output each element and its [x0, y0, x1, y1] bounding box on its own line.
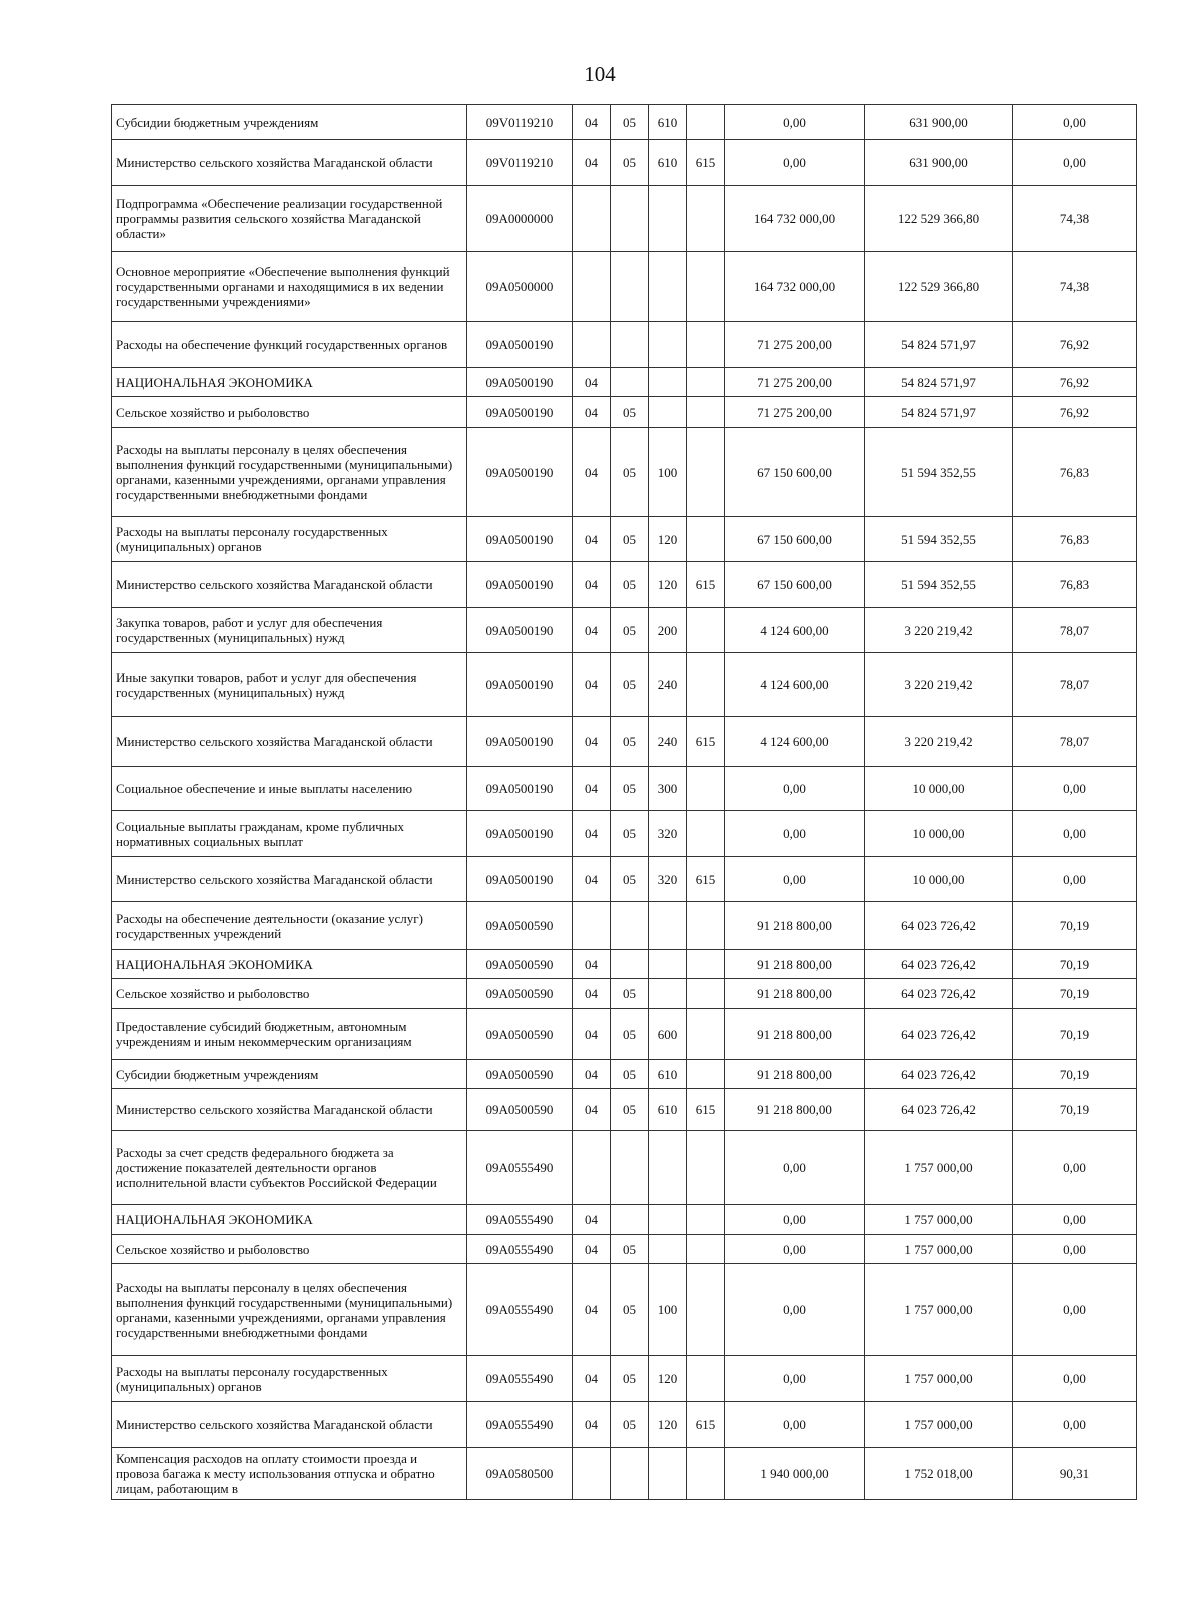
row-code: 09А0500190: [467, 397, 573, 428]
row-execution-percent: 0,00: [1013, 1131, 1137, 1205]
row-execution-percent: 70,19: [1013, 950, 1137, 979]
row-section: [573, 322, 611, 368]
row-section: [573, 186, 611, 252]
row-planned-amount: 164 732 000,00: [725, 186, 865, 252]
row-section: 04: [573, 397, 611, 428]
row-executed-amount: 64 023 726,42: [865, 979, 1013, 1009]
table-row: [112, 1205, 1137, 1235]
row-name: Компенсация расходов на оплату стоимости проезда и провоза багажа к месту использования отпуска и обратно лицам, работающим в: [112, 1448, 467, 1500]
row-executed-amount: 54 824 571,97: [865, 397, 1013, 428]
row-planned-amount: 71 275 200,00: [725, 368, 865, 397]
row-executed-amount: 3 220 219,42: [865, 608, 1013, 653]
row-admin-code: [687, 397, 725, 428]
row-planned-amount: 91 218 800,00: [725, 1009, 865, 1060]
row-subsection: [611, 1448, 649, 1500]
row-admin-code: [687, 368, 725, 397]
row-executed-amount: 122 529 366,80: [865, 252, 1013, 322]
table-row: [112, 322, 1137, 368]
row-expense-type: [649, 368, 687, 397]
row-planned-amount: 0,00: [725, 1205, 865, 1235]
row-executed-amount: 64 023 726,42: [865, 950, 1013, 979]
row-code: 09А0555490: [467, 1356, 573, 1402]
row-admin-code: [687, 428, 725, 517]
row-section: 04: [573, 608, 611, 653]
row-planned-amount: 67 150 600,00: [725, 562, 865, 608]
row-admin-code: [687, 1448, 725, 1500]
row-executed-amount: 54 824 571,97: [865, 322, 1013, 368]
row-name: Сельское хозяйство и рыболовство: [112, 397, 467, 428]
row-name: Министерство сельского хозяйства Магаданской области: [112, 1089, 467, 1131]
row-admin-code: 615: [687, 140, 725, 186]
row-expense-type: [649, 979, 687, 1009]
table-row: [112, 608, 1137, 653]
row-section: 04: [573, 1402, 611, 1448]
row-expense-type: 100: [649, 428, 687, 517]
row-expense-type: [649, 1448, 687, 1500]
row-executed-amount: 3 220 219,42: [865, 717, 1013, 767]
row-planned-amount: 0,00: [725, 1402, 865, 1448]
row-code: 09А0500590: [467, 1009, 573, 1060]
table-row: [112, 1009, 1137, 1060]
row-expense-type: 100: [649, 1264, 687, 1356]
row-admin-code: [687, 1264, 725, 1356]
row-execution-percent: 0,00: [1013, 857, 1137, 902]
row-section: 04: [573, 428, 611, 517]
budget-table: [111, 104, 1137, 1500]
row-code: 09А0555490: [467, 1264, 573, 1356]
row-section: 04: [573, 1356, 611, 1402]
table-row: [112, 428, 1137, 517]
row-subsection: 05: [611, 140, 649, 186]
row-section: 04: [573, 1264, 611, 1356]
table-row: [112, 1264, 1137, 1356]
row-planned-amount: 0,00: [725, 811, 865, 857]
row-expense-type: [649, 1131, 687, 1205]
row-name: Субсидии бюджетным учреждениям: [112, 105, 467, 140]
row-execution-percent: 76,92: [1013, 368, 1137, 397]
row-subsection: 05: [611, 1356, 649, 1402]
row-code: 09А0500190: [467, 562, 573, 608]
row-planned-amount: 1 940 000,00: [725, 1448, 865, 1500]
row-admin-code: 615: [687, 857, 725, 902]
row-executed-amount: 631 900,00: [865, 105, 1013, 140]
table-row: [112, 252, 1137, 322]
row-subsection: [611, 1205, 649, 1235]
row-section: 04: [573, 1009, 611, 1060]
row-name: Расходы на выплаты персоналу в целях обеспечения выполнения функций государственными (муниципальными) органами, казенными учреждениями, органами управления государственными внебюджетными фондами: [112, 1264, 467, 1356]
row-execution-percent: 0,00: [1013, 140, 1137, 186]
row-expense-type: 610: [649, 140, 687, 186]
table-row: [112, 1089, 1137, 1131]
table-row: [112, 186, 1137, 252]
row-execution-percent: 0,00: [1013, 811, 1137, 857]
row-code: 09А0500590: [467, 1089, 573, 1131]
row-subsection: 05: [611, 811, 649, 857]
row-subsection: 05: [611, 517, 649, 562]
row-executed-amount: 1 752 018,00: [865, 1448, 1013, 1500]
row-admin-code: [687, 322, 725, 368]
row-admin-code: [687, 811, 725, 857]
row-expense-type: [649, 252, 687, 322]
table-row: [112, 105, 1137, 140]
row-execution-percent: 70,19: [1013, 1009, 1137, 1060]
row-admin-code: [687, 902, 725, 950]
row-execution-percent: 70,19: [1013, 979, 1137, 1009]
row-name: Предоставление субсидий бюджетным, автономным учреждениям и иным некоммерческим организациям: [112, 1009, 467, 1060]
row-executed-amount: 122 529 366,80: [865, 186, 1013, 252]
row-subsection: 05: [611, 562, 649, 608]
row-subsection: 05: [611, 1235, 649, 1264]
row-planned-amount: 71 275 200,00: [725, 397, 865, 428]
row-subsection: 05: [611, 1089, 649, 1131]
row-name: НАЦИОНАЛЬНАЯ ЭКОНОМИКА: [112, 368, 467, 397]
row-admin-code: [687, 517, 725, 562]
row-expense-type: [649, 1235, 687, 1264]
table-row: [112, 368, 1137, 397]
row-section: 04: [573, 767, 611, 811]
row-executed-amount: 1 757 000,00: [865, 1356, 1013, 1402]
row-subsection: 05: [611, 767, 649, 811]
row-execution-percent: 74,38: [1013, 252, 1137, 322]
row-admin-code: 615: [687, 717, 725, 767]
row-expense-type: [649, 902, 687, 950]
row-admin-code: [687, 979, 725, 1009]
row-subsection: [611, 950, 649, 979]
row-executed-amount: 51 594 352,55: [865, 517, 1013, 562]
row-code: 09А0000000: [467, 186, 573, 252]
row-code: 09А0500590: [467, 1060, 573, 1089]
table-body: [112, 105, 1137, 1500]
row-execution-percent: 76,83: [1013, 428, 1137, 517]
row-name: Министерство сельского хозяйства Магаданской области: [112, 857, 467, 902]
row-expense-type: [649, 397, 687, 428]
row-planned-amount: 0,00: [725, 857, 865, 902]
row-planned-amount: 4 124 600,00: [725, 608, 865, 653]
row-expense-type: [649, 186, 687, 252]
row-name: Иные закупки товаров, работ и услуг для обеспечения государственных (муниципальных) нужд: [112, 653, 467, 717]
row-section: 04: [573, 653, 611, 717]
table-row: [112, 811, 1137, 857]
row-planned-amount: 91 218 800,00: [725, 979, 865, 1009]
row-execution-percent: 0,00: [1013, 105, 1137, 140]
row-planned-amount: 0,00: [725, 1264, 865, 1356]
row-executed-amount: 1 757 000,00: [865, 1264, 1013, 1356]
row-admin-code: 615: [687, 562, 725, 608]
row-code: 09А0500590: [467, 979, 573, 1009]
row-execution-percent: 70,19: [1013, 902, 1137, 950]
row-expense-type: [649, 322, 687, 368]
table-row: [112, 562, 1137, 608]
row-admin-code: 615: [687, 1089, 725, 1131]
table-row: [112, 1448, 1137, 1500]
row-expense-type: 300: [649, 767, 687, 811]
table-row: [112, 1235, 1137, 1264]
row-subsection: [611, 1131, 649, 1205]
table-row: [112, 902, 1137, 950]
row-planned-amount: 0,00: [725, 105, 865, 140]
table-row: [112, 767, 1137, 811]
row-executed-amount: 64 023 726,42: [865, 902, 1013, 950]
row-admin-code: 615: [687, 1402, 725, 1448]
table-row: [112, 979, 1137, 1009]
row-expense-type: [649, 950, 687, 979]
row-subsection: [611, 252, 649, 322]
row-planned-amount: 67 150 600,00: [725, 517, 865, 562]
row-planned-amount: 0,00: [725, 1356, 865, 1402]
row-admin-code: [687, 186, 725, 252]
row-code: 09А0500190: [467, 767, 573, 811]
row-execution-percent: 78,07: [1013, 717, 1137, 767]
row-section: 04: [573, 811, 611, 857]
row-subsection: 05: [611, 1060, 649, 1089]
row-subsection: 05: [611, 1264, 649, 1356]
row-section: 04: [573, 1060, 611, 1089]
row-name: Сельское хозяйство и рыболовство: [112, 979, 467, 1009]
row-executed-amount: 3 220 219,42: [865, 653, 1013, 717]
row-subsection: 05: [611, 397, 649, 428]
row-execution-percent: 76,92: [1013, 397, 1137, 428]
row-executed-amount: 64 023 726,42: [865, 1009, 1013, 1060]
table-row: [112, 140, 1137, 186]
row-planned-amount: 0,00: [725, 767, 865, 811]
row-executed-amount: 631 900,00: [865, 140, 1013, 186]
row-execution-percent: 74,38: [1013, 186, 1137, 252]
row-subsection: [611, 186, 649, 252]
row-section: 04: [573, 140, 611, 186]
row-admin-code: [687, 767, 725, 811]
row-planned-amount: 91 218 800,00: [725, 1089, 865, 1131]
row-name: Министерство сельского хозяйства Магаданской области: [112, 1402, 467, 1448]
row-code: 09А0500590: [467, 902, 573, 950]
table-row: [112, 717, 1137, 767]
row-execution-percent: 0,00: [1013, 767, 1137, 811]
row-code: 09А0580500: [467, 1448, 573, 1500]
row-subsection: 05: [611, 857, 649, 902]
row-subsection: [611, 322, 649, 368]
row-planned-amount: 71 275 200,00: [725, 322, 865, 368]
row-admin-code: [687, 1131, 725, 1205]
row-subsection: 05: [611, 105, 649, 140]
row-subsection: [611, 368, 649, 397]
row-section: [573, 902, 611, 950]
row-executed-amount: 10 000,00: [865, 811, 1013, 857]
table-row: [112, 1060, 1137, 1089]
row-code: 09А0555490: [467, 1235, 573, 1264]
row-planned-amount: 0,00: [725, 1131, 865, 1205]
row-section: 04: [573, 950, 611, 979]
row-executed-amount: 51 594 352,55: [865, 562, 1013, 608]
row-section: 04: [573, 1205, 611, 1235]
row-name: НАЦИОНАЛЬНАЯ ЭКОНОМИКА: [112, 950, 467, 979]
table-row: [112, 950, 1137, 979]
row-execution-percent: 70,19: [1013, 1089, 1137, 1131]
row-expense-type: 120: [649, 562, 687, 608]
row-admin-code: [687, 950, 725, 979]
row-execution-percent: 0,00: [1013, 1264, 1137, 1356]
row-expense-type: 600: [649, 1009, 687, 1060]
row-planned-amount: 4 124 600,00: [725, 653, 865, 717]
row-execution-percent: 0,00: [1013, 1402, 1137, 1448]
row-executed-amount: 64 023 726,42: [865, 1060, 1013, 1089]
row-section: 04: [573, 1089, 611, 1131]
row-executed-amount: 10 000,00: [865, 857, 1013, 902]
row-executed-amount: 1 757 000,00: [865, 1235, 1013, 1264]
row-execution-percent: 78,07: [1013, 653, 1137, 717]
row-name: Расходы на выплаты персоналу в целях обеспечения выполнения функций государственными (муниципальными) органами, казенными учреждениями, органами управления государственными внебюджетными фондами: [112, 428, 467, 517]
row-admin-code: [687, 608, 725, 653]
row-expense-type: 320: [649, 857, 687, 902]
row-subsection: 05: [611, 428, 649, 517]
row-section: 04: [573, 562, 611, 608]
row-expense-type: 120: [649, 1402, 687, 1448]
row-name: Министерство сельского хозяйства Магаданской области: [112, 562, 467, 608]
row-section: 04: [573, 105, 611, 140]
row-name: Расходы за счет средств федерального бюджета за достижение показателей деятельности органов исполнительной власти субъектов Российской Федерации: [112, 1131, 467, 1205]
row-subsection: 05: [611, 1402, 649, 1448]
row-section: [573, 1448, 611, 1500]
row-code: 09V0119210: [467, 105, 573, 140]
row-admin-code: [687, 1205, 725, 1235]
row-execution-percent: 70,19: [1013, 1060, 1137, 1089]
row-section: 04: [573, 1235, 611, 1264]
row-execution-percent: 0,00: [1013, 1205, 1137, 1235]
row-subsection: [611, 902, 649, 950]
row-name: Сельское хозяйство и рыболовство: [112, 1235, 467, 1264]
row-code: 09А0500590: [467, 950, 573, 979]
row-code: 09А0500190: [467, 653, 573, 717]
row-expense-type: 200: [649, 608, 687, 653]
row-section: 04: [573, 717, 611, 767]
row-code: 09А0555490: [467, 1131, 573, 1205]
row-execution-percent: 76,83: [1013, 517, 1137, 562]
row-admin-code: [687, 1356, 725, 1402]
row-execution-percent: 76,83: [1013, 562, 1137, 608]
row-execution-percent: 90,31: [1013, 1448, 1137, 1500]
table-row: [112, 1402, 1137, 1448]
row-execution-percent: 0,00: [1013, 1356, 1137, 1402]
row-admin-code: [687, 252, 725, 322]
row-name: Расходы на выплаты персоналу государственных (муниципальных) органов: [112, 1356, 467, 1402]
row-name: Субсидии бюджетным учреждениям: [112, 1060, 467, 1089]
row-section: [573, 1131, 611, 1205]
row-section: 04: [573, 857, 611, 902]
row-name: Министерство сельского хозяйства Магаданской области: [112, 140, 467, 186]
row-code: 09А0555490: [467, 1205, 573, 1235]
row-name: Министерство сельского хозяйства Магаданской области: [112, 717, 467, 767]
row-code: 09А0500000: [467, 252, 573, 322]
row-executed-amount: 51 594 352,55: [865, 428, 1013, 517]
row-subsection: 05: [611, 608, 649, 653]
table-row: [112, 517, 1137, 562]
row-name: Основное мероприятие «Обеспечение выполнения функций государственными органами и находящимися в их ведении государственными учреждениями»: [112, 252, 467, 322]
row-name: НАЦИОНАЛЬНАЯ ЭКОНОМИКА: [112, 1205, 467, 1235]
row-code: 09А0500190: [467, 368, 573, 397]
row-executed-amount: 64 023 726,42: [865, 1089, 1013, 1131]
row-admin-code: [687, 1060, 725, 1089]
page-number: 104: [584, 62, 616, 86]
row-planned-amount: 91 218 800,00: [725, 950, 865, 979]
row-code: 09А0500190: [467, 517, 573, 562]
row-name: Закупка товаров, работ и услуг для обеспечения государственных (муниципальных) нужд: [112, 608, 467, 653]
row-admin-code: [687, 105, 725, 140]
row-subsection: 05: [611, 717, 649, 767]
row-executed-amount: 1 757 000,00: [865, 1205, 1013, 1235]
row-expense-type: 240: [649, 653, 687, 717]
row-name: Подпрограмма «Обеспечение реализации государственной программы развития сельского хозяйства Магаданской области»: [112, 186, 467, 252]
table-row: [112, 397, 1137, 428]
row-name: Расходы на обеспечение деятельности (оказание услуг) государственных учреждений: [112, 902, 467, 950]
row-section: 04: [573, 979, 611, 1009]
row-executed-amount: 54 824 571,97: [865, 368, 1013, 397]
row-admin-code: [687, 653, 725, 717]
row-executed-amount: 10 000,00: [865, 767, 1013, 811]
row-code: 09А0500190: [467, 322, 573, 368]
row-planned-amount: 0,00: [725, 140, 865, 186]
row-planned-amount: 0,00: [725, 1235, 865, 1264]
row-name: Расходы на обеспечение функций государственных органов: [112, 322, 467, 368]
row-expense-type: 610: [649, 1089, 687, 1131]
row-execution-percent: 76,92: [1013, 322, 1137, 368]
table-row: [112, 1131, 1137, 1205]
table-row: [112, 653, 1137, 717]
table-row: [112, 1356, 1137, 1402]
table-row: [112, 857, 1137, 902]
row-section: [573, 252, 611, 322]
row-code: 09А0500190: [467, 608, 573, 653]
row-code: 09А0500190: [467, 717, 573, 767]
row-planned-amount: 67 150 600,00: [725, 428, 865, 517]
row-planned-amount: 164 732 000,00: [725, 252, 865, 322]
row-subsection: 05: [611, 1009, 649, 1060]
row-expense-type: 240: [649, 717, 687, 767]
row-name: Социальное обеспечение и иные выплаты населению: [112, 767, 467, 811]
row-name: Социальные выплаты гражданам, кроме публичных нормативных социальных выплат: [112, 811, 467, 857]
row-subsection: 05: [611, 653, 649, 717]
row-name: Расходы на выплаты персоналу государственных (муниципальных) органов: [112, 517, 467, 562]
row-execution-percent: 0,00: [1013, 1235, 1137, 1264]
row-executed-amount: 1 757 000,00: [865, 1131, 1013, 1205]
row-executed-amount: 1 757 000,00: [865, 1402, 1013, 1448]
row-expense-type: [649, 1205, 687, 1235]
row-planned-amount: 4 124 600,00: [725, 717, 865, 767]
row-expense-type: 610: [649, 1060, 687, 1089]
row-expense-type: 610: [649, 105, 687, 140]
row-section: 04: [573, 368, 611, 397]
row-expense-type: 320: [649, 811, 687, 857]
row-subsection: 05: [611, 979, 649, 1009]
row-code: 09А0555490: [467, 1402, 573, 1448]
row-admin-code: [687, 1235, 725, 1264]
row-admin-code: [687, 1009, 725, 1060]
row-code: 09А0500190: [467, 428, 573, 517]
row-expense-type: 120: [649, 1356, 687, 1402]
row-expense-type: 120: [649, 517, 687, 562]
row-code: 09А0500190: [467, 857, 573, 902]
row-code: 09А0500190: [467, 811, 573, 857]
row-planned-amount: 91 218 800,00: [725, 902, 865, 950]
row-code: 09V0119210: [467, 140, 573, 186]
row-execution-percent: 78,07: [1013, 608, 1137, 653]
row-planned-amount: 91 218 800,00: [725, 1060, 865, 1089]
row-section: 04: [573, 517, 611, 562]
